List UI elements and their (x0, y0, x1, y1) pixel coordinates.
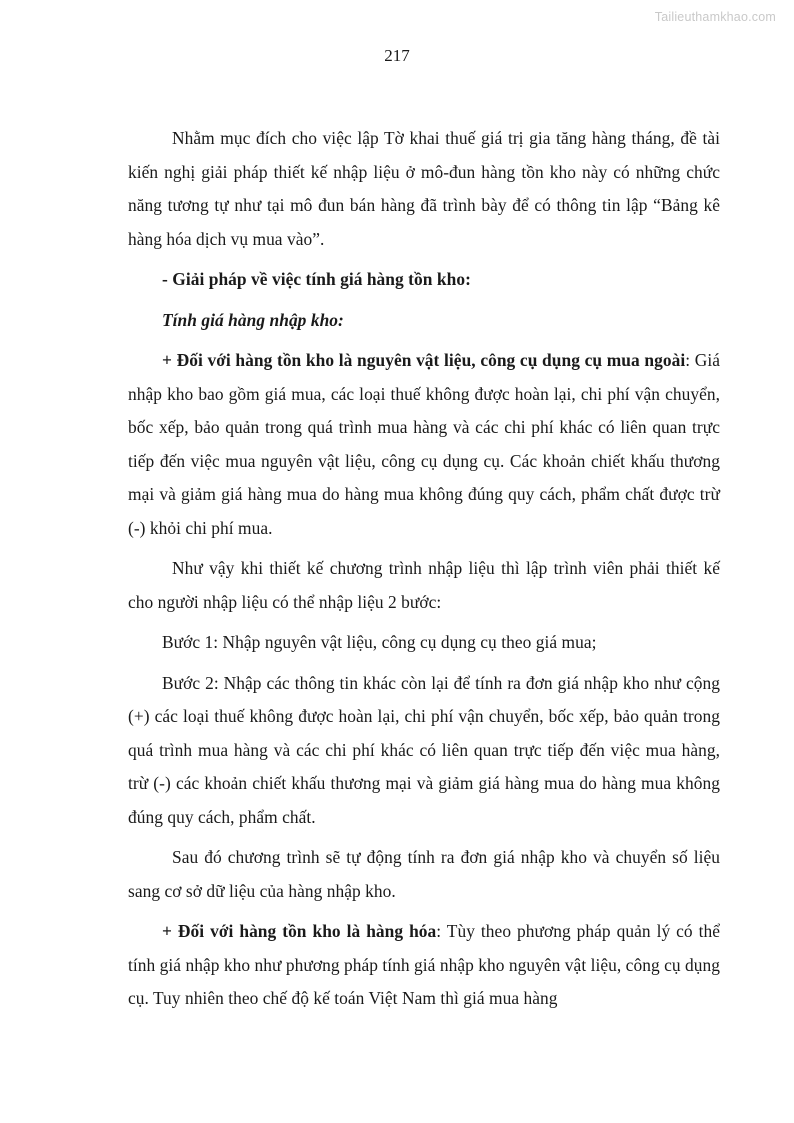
paragraph-text: : Giá nhập kho bao gồm giá mua, các loại thuế không được hoàn lại, chi phí vận chuyển, bốc xếp, bảo quản trong quá trình mua hàng và các chi phí khác có liên quan trực tiếp đến việc mua nguyên vật liệu, công cụ dụng cụ. Các khoản chiết khấu thương mại và giảm giá hàng mua do hàng mua không đúng quy cách, phẩm chất được trừ (-) khỏi chi phí mua. (128, 350, 720, 538)
paragraph-text: Như vậy khi thiết kế chương trình nhập liệu thì lập trình viên phải thiết kế cho người nhập liệu có thể nhập liệu 2 bước: (128, 558, 720, 612)
paragraph-lead: + Đối với hàng tồn kho là hàng hóa (162, 921, 437, 941)
paragraph-text: Sau đó chương trình sẽ tự động tính ra đơn giá nhập kho và chuyển số liệu sang cơ sở dữ liệu của hàng nhập kho. (128, 847, 720, 901)
heading-solution-inventory-pricing (128, 263, 720, 297)
subheading-inbound-pricing (128, 304, 720, 338)
subheading-text: Tính giá hàng nhập kho: (162, 309, 344, 330)
paragraph (128, 841, 720, 908)
paragraph-text: Bước 2: Nhập các thông tin khác còn lại để tính ra đơn giá nhập kho như cộng (+) các loại thuế không được hoàn lại, chi phí vận chuyển, bốc xếp, bảo quản trong quá trình mua hàng và các chi phí khác có liên quan trực tiếp đến việc mua hàng, trừ (-) các khoản chiết khấu thương mại và giảm giá hàng mua do hàng mua không đúng quy cách, phẩm chất. (128, 672, 720, 827)
document-body (128, 122, 720, 1023)
paragraph (128, 344, 720, 545)
paragraph (128, 552, 720, 619)
heading-text: - Giải pháp về việc tính giá hàng tồn kho: (162, 269, 471, 289)
paragraph (128, 122, 720, 256)
page-number: 217 (384, 46, 410, 65)
paragraph-text: : Tùy theo phương pháp quản lý có thể tính giá nhập kho như phương pháp tính giá nhập kho nguyên vật liệu, công cụ dụng cụ. Tuy nhiên theo chế độ kế toán Việt Nam thì giá mua hàng (128, 921, 720, 1008)
watermark-text: Tailieuthamkhao.com (654, 10, 776, 24)
paragraph-text: Bước 1: Nhập nguyên vật liệu, công cụ dụng cụ theo giá mua; (162, 632, 597, 652)
paragraph-lead: + Đối với hàng tồn kho là nguyên vật liệu, công cụ dụng cụ mua ngoài (162, 350, 686, 370)
paragraph-step-1 (128, 626, 720, 660)
paragraph-text: Nhằm mục đích cho việc lập Tờ khai thuế giá trị gia tăng hàng tháng, đề tài kiến nghị giải pháp thiết kế nhập liệu ở mô-đun hàng tồn kho này có những chức năng tương tự như tại mô đun bán hàng đã trình bày để có thông tin lập “Bảng kê hàng hóa dịch vụ mua vào”. (128, 128, 720, 249)
page-bottom-margin (0, 1109, 794, 1123)
paragraph (128, 915, 720, 1016)
paragraph-step-2 (128, 667, 720, 835)
